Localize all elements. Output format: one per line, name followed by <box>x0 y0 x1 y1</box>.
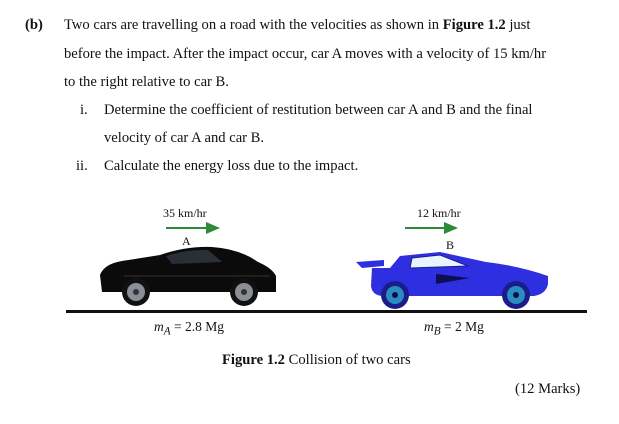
car-a-image <box>100 247 276 306</box>
car-b-image <box>356 252 548 309</box>
car-a-mass-symbol: m <box>154 319 164 334</box>
car-a-label: A <box>182 234 191 248</box>
sub-question-ii-line-1: Calculate the energy loss due to the impact. <box>104 158 359 174</box>
figure-caption-label: Figure 1.2 <box>222 352 285 368</box>
marks-label: (12 Marks) <box>515 381 581 397</box>
question-line-3: to the right relative to car B. <box>64 74 229 90</box>
car-b-mass <box>424 319 484 338</box>
figure-caption <box>222 352 411 369</box>
figure-caption-text: Collision of two cars <box>284 352 411 368</box>
car-b-mass-subscript: B <box>433 325 441 338</box>
car-a-mass-value: = 2.8 Mg <box>170 319 224 334</box>
sub-question-i-line-2: velocity of car A and car B. <box>104 130 265 146</box>
car-a-velocity-label: 35 km/hr <box>163 206 207 220</box>
sub-question-i-label: i. <box>80 102 88 118</box>
sub-question-i-line-1: Determine the coefficient of restitution between car A and B and the final <box>104 102 533 118</box>
car-b-mass-value: = 2 Mg <box>440 319 484 334</box>
car-b-label: B <box>446 238 455 252</box>
road-line <box>66 310 587 313</box>
question-line-1-text: Two cars are travelling on a road with the velocities as shown in <box>64 17 443 33</box>
car-b-velocity-label: 12 km/hr <box>417 206 461 220</box>
car-b-mass-symbol: m <box>424 319 434 334</box>
figure-reference: Figure 1.2 <box>442 17 506 33</box>
car-a-mass <box>154 319 224 338</box>
question-line-2: before the impact. After the impact occur, car A moves with a velocity of 15 km/hr <box>64 46 547 62</box>
sub-question-ii-label: ii. <box>76 158 88 174</box>
part-label: (b) <box>25 17 43 33</box>
car-a-mass-subscript: A <box>163 325 171 338</box>
question-line-1-end: just <box>505 17 531 33</box>
